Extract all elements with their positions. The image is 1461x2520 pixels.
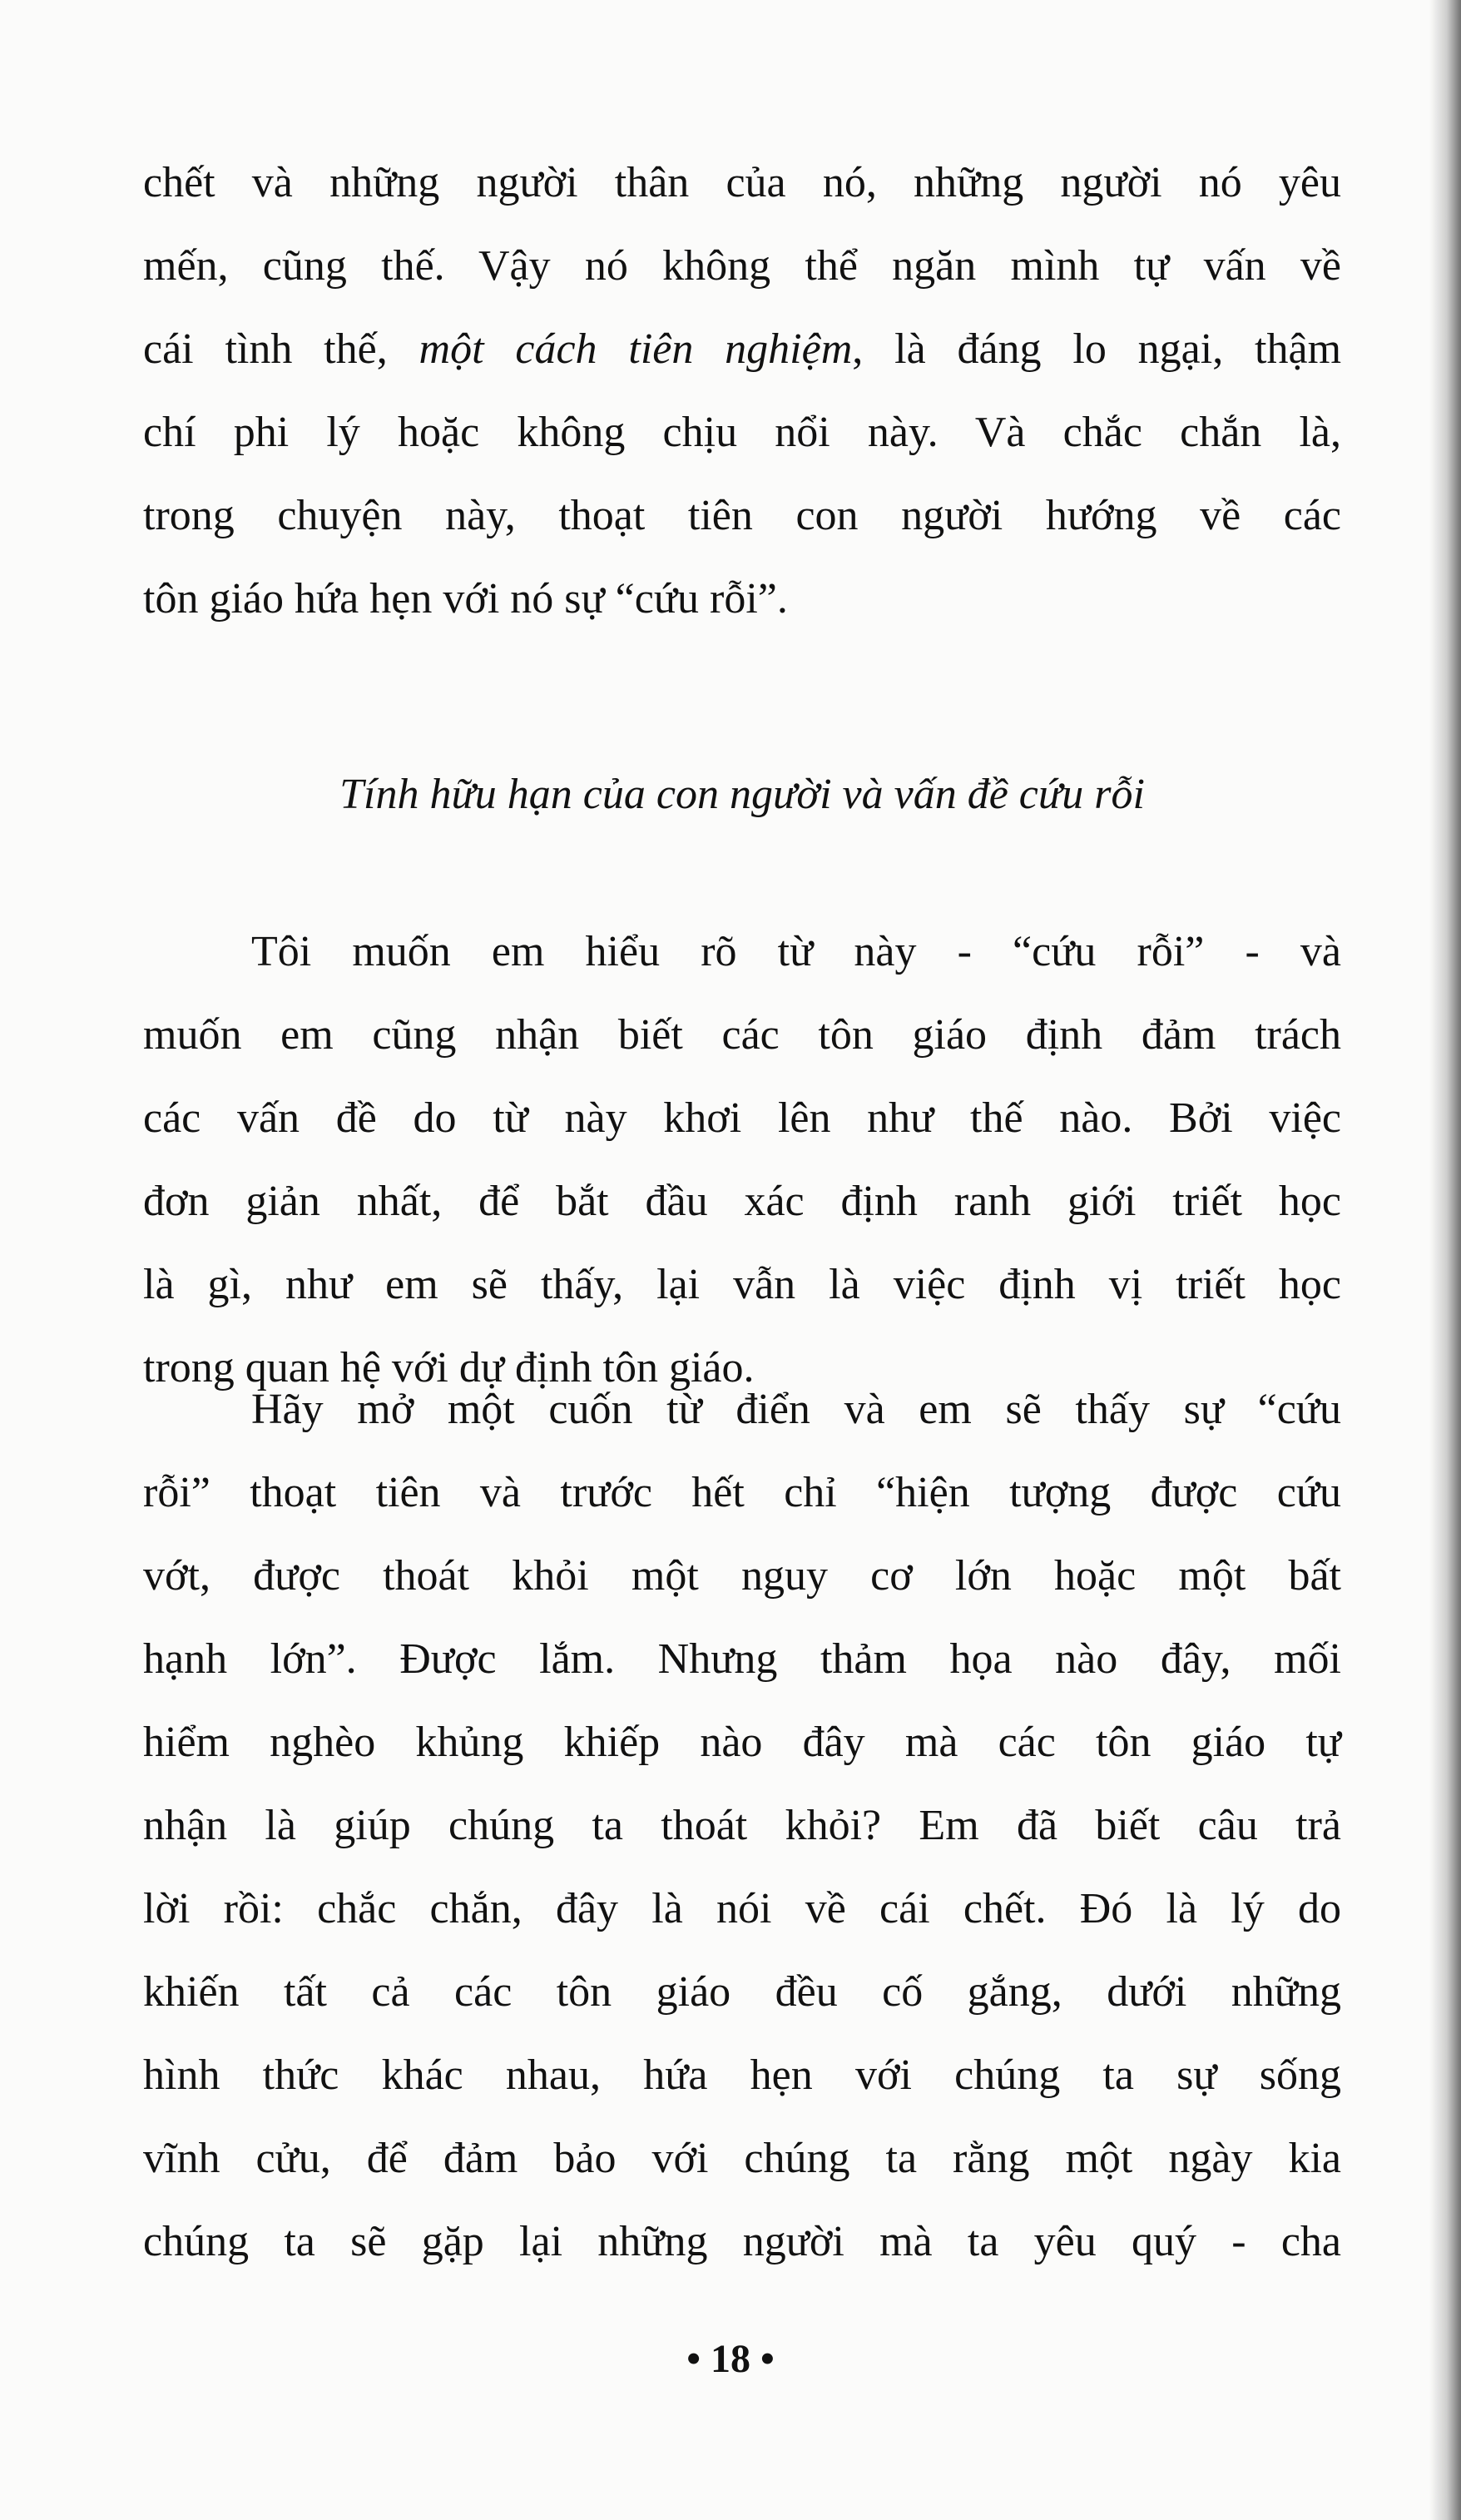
- text-line-with-emphasis: [143, 308, 1341, 391]
- text-line: chết và những người thân của nó, những người nó yêu: [143, 159, 1341, 206]
- text-line: hạnh lớn”. Được lắm. Nhưng thảm họa nào đây, mối: [143, 1635, 1341, 1683]
- page-edge-shadow: [1429, 0, 1461, 2520]
- text-line: là gì, như em sẽ thấy, lại vẫn là việc định vị triết học: [143, 1261, 1341, 1308]
- text-line: chúng ta sẽ gặp lại những người mà ta yêu quý - cha: [143, 2218, 1341, 2265]
- text-line: Tôi muốn em hiểu rõ từ này - “cứu rỗi” - và: [251, 928, 1341, 975]
- text-segment: , là đáng lo ngại, thậm: [852, 325, 1342, 373]
- text-line: chí phi lý hoặc không chịu nổi này. Và chắc chắn là,: [143, 409, 1341, 456]
- text-line: nhận là giúp chúng ta thoát khỏi? Em đã biết câu trả: [143, 1802, 1341, 1849]
- page-number: • 18 •: [686, 2337, 775, 2381]
- text-line: lời rồi: chắc chắn, đây là nói về cái chết. Đó là lý do: [143, 1885, 1341, 1932]
- text-line: Hãy mở một cuốn từ điển và em sẽ thấy sự “cứu: [251, 1386, 1341, 1433]
- text-line: khiến tất cả các tôn giáo đều cố gắng, dưới những: [143, 1968, 1341, 2016]
- text-segment: cái tình thế,: [143, 325, 419, 373]
- paragraph-2: [143, 910, 1341, 1410]
- text-line: vớt, được thoát khỏi một nguy cơ lớn hoặc một bất: [143, 1552, 1341, 1600]
- text-line: mến, cũng thế. Vậy nó không thể ngăn mình tự vấn về: [143, 242, 1341, 290]
- text-line: muốn em cũng nhận biết các tôn giáo định đảm trách: [143, 1011, 1341, 1059]
- text-line: hình thức khác nhau, hứa hẹn với chúng ta sự sống: [143, 2051, 1341, 2099]
- text-line: hiểm nghèo khủng khiếp nào đây mà các tôn giáo tự: [143, 1719, 1341, 1766]
- section-heading: Tính hữu hạn của con người và vấn đề cứu rỗi: [339, 771, 1145, 818]
- emphasis-text: một cách tiên nghiệm: [418, 325, 853, 373]
- paragraph-3: [143, 1368, 1341, 2284]
- text-line: trong chuyện này, thoạt tiên con người hướng về các: [143, 492, 1341, 539]
- text-line: vĩnh cửu, để đảm bảo với chúng ta rằng một ngày kia: [143, 2135, 1341, 2182]
- text-line: trong quan hệ với dự định tôn giáo.: [143, 1344, 755, 1391]
- text-line: rỗi” thoạt tiên và trước hết chỉ “hiện tượng được cứu: [143, 1469, 1341, 1516]
- text-line: đơn giản nhất, để bắt đầu xác định ranh giới triết học: [143, 1178, 1341, 1225]
- paragraph-1: [143, 141, 1341, 641]
- text-line: các vấn đề do từ này khơi lên như thế nào. Bởi việc: [143, 1094, 1341, 1142]
- text-line: tôn giáo hứa hẹn với nó sự “cứu rỗi”.: [143, 575, 788, 623]
